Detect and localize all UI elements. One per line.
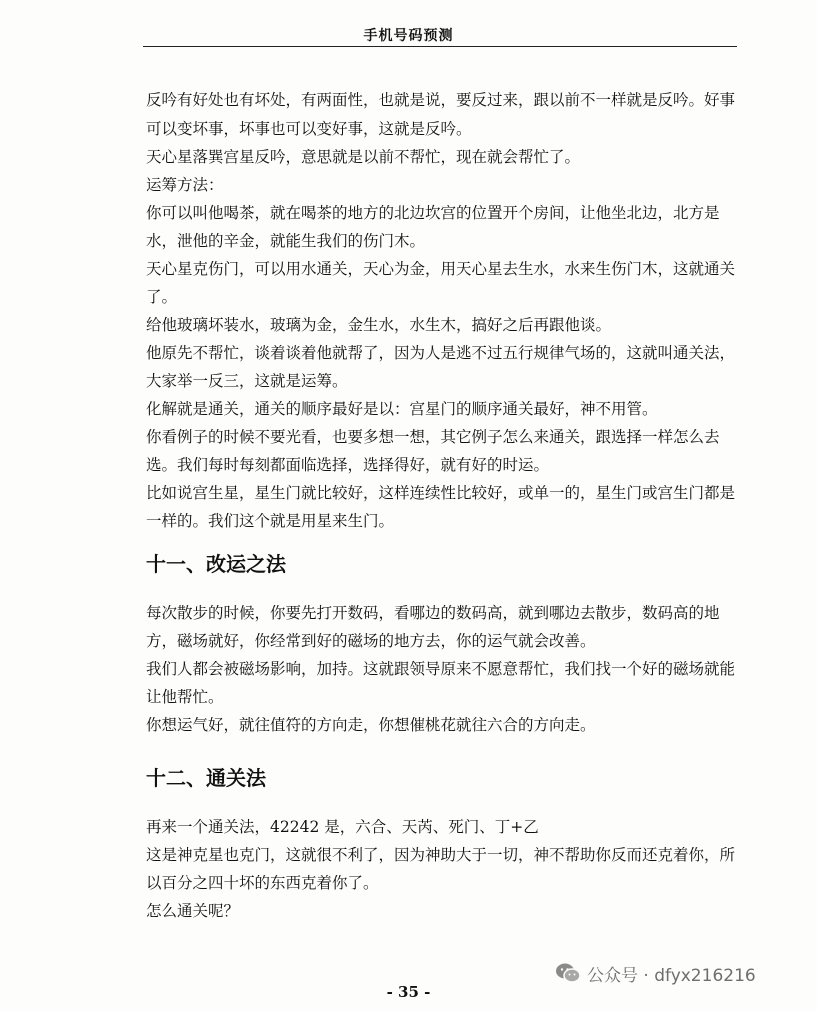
text-line: 大家举一反三，这就是运筹。 <box>146 372 348 390</box>
wechat-icon <box>555 962 581 984</box>
text-line: 我们人都会被磁场影响，加持。这就跟领导原来不愿意帮忙，我们找一个好的磁场就能 <box>146 660 736 678</box>
text-line: 天心星克伤门，可以用水通关，天心为金，用天心星去生水，水来生伤门木，这就通关 <box>146 260 736 278</box>
text-line: 怎么通关呢？ <box>146 902 240 920</box>
watermark-text: 公众号 · dfyx216216 <box>587 965 756 986</box>
text-line: 了。 <box>146 288 178 306</box>
text-line: 化解就是通关，通关的顺序最好是以：宫星门的顺序通关最好，神不用管。 <box>146 400 658 418</box>
text-line: 这是神克星也克门，这就很不利了，因为神助大于一切，神不帮助你反而还克着你，所 <box>146 846 736 864</box>
watermark <box>555 961 756 985</box>
section-heading-12: 十二、通关法 <box>146 766 266 790</box>
text-line: 让他帮忙。 <box>146 688 224 706</box>
header-rule <box>143 46 737 47</box>
section-heading-11: 十一、改运之法 <box>146 552 286 576</box>
text-line: 反吟有好处也有坏处，有两面性，也就是说，要反过来，跟以前不一样就是反吟。好事 <box>146 91 736 109</box>
text-line: 天心星落巽宫星反吟，意思就是以前不帮忙，现在就会帮忙了。 <box>146 148 581 166</box>
text-line: 你看例子的时候不要光看，也要多想一想，其它例子怎么来通关，跟选择一样怎么去 <box>146 428 720 446</box>
text-line: 比如说宫生星，星生门就比较好，这样连续性比较好，或单一的，星生门或宫生门都是 <box>146 484 736 502</box>
text-line: 选。我们每时每刻都面临选择，选择得好，就有好的时运。 <box>146 456 550 474</box>
text-line: 运筹方法： <box>146 176 224 194</box>
text-line: 你想运气好，就往值符的方向走，你想催桃花就往六合的方向走。 <box>146 716 596 734</box>
text-line: 再来一个通关法，42242 是，六合、天芮、死门、丁+乙 <box>146 818 539 836</box>
header-title: 手机号码预测 <box>363 28 454 44</box>
text-line: 一样的。我们这个就是用星来生门。 <box>146 512 395 530</box>
page-number: - 35 - <box>386 983 431 1001</box>
text-line: 你可以叫他喝茶，就在喝茶的地方的北边坎宫的位置开个房间，让他坐北边，北方是 <box>146 204 720 222</box>
text-line: 方，磁场就好，你经常到好的磁场的地方去，你的运气就会改善。 <box>146 632 596 650</box>
text-line: 每次散步的时候，你要先打开数码，看哪边的数码高，就到哪边去散步，数码高的地 <box>146 604 720 622</box>
text-line: 可以变坏事，坏事也可以变好事，这就是反吟。 <box>146 120 472 138</box>
text-line: 水，泄他的辛金，就能生我们的伤门木。 <box>146 232 426 250</box>
text-line: 他原先不帮忙，谈着谈着他就帮了，因为人是逃不过五行规律气场的，这就叫通关法， <box>146 344 736 362</box>
text-line: 给他玻璃坏装水，玻璃为金，金生水，水生木，搞好之后再跟他谈。 <box>146 316 612 334</box>
text-line: 以百分之四十坏的东西克着你了。 <box>146 874 379 892</box>
